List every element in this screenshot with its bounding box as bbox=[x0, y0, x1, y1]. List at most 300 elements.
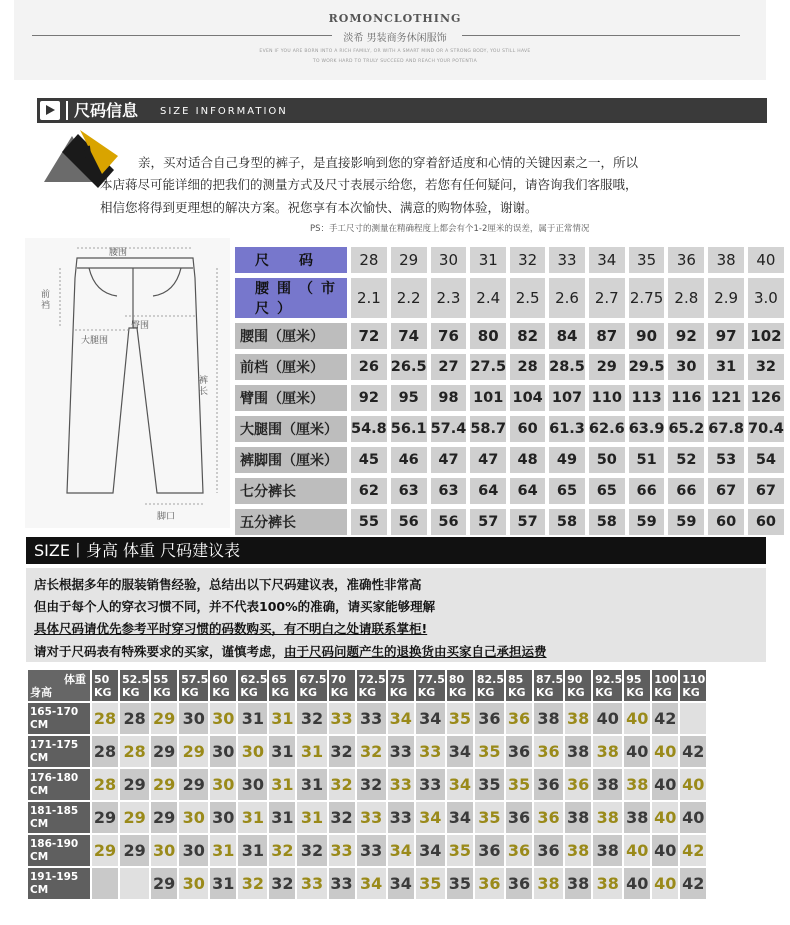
size-col: 33 bbox=[549, 247, 585, 273]
size-advice-title: SIZE丨身高 体重 尺码建议表 bbox=[34, 541, 241, 560]
size-row bbox=[235, 509, 784, 535]
size-col: 28 bbox=[351, 247, 387, 273]
size-suggestion-cell: 33 bbox=[388, 736, 414, 767]
size-suggestion-cell: 34 bbox=[416, 703, 445, 734]
size-cell: 2.2 bbox=[391, 278, 427, 318]
size-suggestion-cell: 34 bbox=[388, 703, 414, 734]
size-cell: 26 bbox=[351, 354, 387, 380]
size-suggestion-cell: 40 bbox=[593, 703, 622, 734]
diagram-label-length: 裤长 bbox=[199, 376, 209, 397]
size-cell: 31 bbox=[708, 354, 744, 380]
size-cell: 95 bbox=[391, 385, 427, 411]
diagram-label-hem: 脚口 bbox=[157, 512, 176, 522]
size-suggestion-cell: 36 bbox=[534, 769, 563, 800]
size-cell: 52 bbox=[668, 447, 704, 473]
size-cell: 110 bbox=[589, 385, 625, 411]
size-cell: 28 bbox=[510, 354, 545, 380]
size-suggestion-cell: 31 bbox=[238, 703, 267, 734]
size-suggestion-cell: 34 bbox=[416, 802, 445, 833]
size-suggestion-cell: 40 bbox=[652, 736, 678, 767]
size-cell: 58 bbox=[549, 509, 585, 535]
size-cell: 101 bbox=[470, 385, 506, 411]
corner-height-label: 身高 bbox=[30, 685, 52, 699]
size-suggestion-cell: 32 bbox=[329, 802, 355, 833]
size-col: 38 bbox=[708, 247, 744, 273]
size-suggestion-cell: 40 bbox=[680, 769, 706, 800]
size-suggestion-cell: 32 bbox=[269, 868, 295, 899]
size-suggestion-cell: 28 bbox=[92, 736, 118, 767]
size-cell: 63.9 bbox=[629, 416, 665, 442]
weight-header-row bbox=[28, 670, 706, 701]
size-suggestion-cell: 28 bbox=[92, 703, 118, 734]
size-row bbox=[235, 447, 784, 473]
size-suggestion-cell: 36 bbox=[506, 802, 532, 833]
size-cell: 47 bbox=[431, 447, 467, 473]
size-suggestion-cell: 29 bbox=[151, 736, 177, 767]
size-suggestion-cell: 36 bbox=[534, 736, 563, 767]
size-suggestion-cell bbox=[92, 868, 118, 899]
size-col: 35 bbox=[629, 247, 665, 273]
size-suggestion-cell: 40 bbox=[652, 868, 678, 899]
size-cell: 2.4 bbox=[470, 278, 506, 318]
size-row bbox=[235, 385, 784, 411]
size-suggestion-cell: 33 bbox=[329, 835, 355, 866]
size-cell: 104 bbox=[510, 385, 545, 411]
size-cell: 29 bbox=[589, 354, 625, 380]
size-cell: 92 bbox=[351, 385, 387, 411]
size-suggestion-cell: 36 bbox=[475, 868, 504, 899]
size-cell: 116 bbox=[668, 385, 704, 411]
size-col: 32 bbox=[510, 247, 545, 273]
size-row-label: 腰围（厘米） bbox=[235, 323, 347, 349]
note-line-4 bbox=[34, 642, 547, 660]
size-cell: 64 bbox=[510, 478, 545, 504]
size-suggestion-cell: 36 bbox=[565, 769, 591, 800]
size-suggestion-cell: 35 bbox=[447, 703, 473, 734]
size-cell: 49 bbox=[549, 447, 585, 473]
size-cell: 32 bbox=[748, 354, 784, 380]
size-suggestion-cell: 29 bbox=[151, 703, 177, 734]
weight-col: 57.5 KG bbox=[179, 670, 208, 701]
size-suggestion-cell: 36 bbox=[475, 835, 504, 866]
size-suggestion-cell: 30 bbox=[210, 769, 236, 800]
height-label: 186-190 CM bbox=[28, 835, 90, 866]
size-cell: 54 bbox=[748, 447, 784, 473]
weight-col: 110 KG bbox=[680, 670, 706, 701]
height-label: 176-180 CM bbox=[28, 769, 90, 800]
size-cell: 80 bbox=[470, 323, 506, 349]
weight-col: 80 KG bbox=[447, 670, 473, 701]
slogan-line-1: EVEN IF YOU ARE BORN INTO A RICH FAMILY, OR WITH A SMART MIND OR A STRONG BODY, YOU STILL HAVE bbox=[259, 49, 531, 54]
brand-name: ROMONCLOTHING bbox=[328, 12, 462, 25]
size-suggestion-cell: 31 bbox=[269, 703, 295, 734]
weight-col: 92.5 KG bbox=[593, 670, 622, 701]
size-cell: 126 bbox=[748, 385, 784, 411]
size-cell: 26.5 bbox=[391, 354, 427, 380]
size-suggestion-cell: 29 bbox=[179, 769, 208, 800]
size-cell: 98 bbox=[431, 385, 467, 411]
size-suggestion-cell: 36 bbox=[506, 868, 532, 899]
size-suggestion-cell: 38 bbox=[593, 769, 622, 800]
size-cell: 50 bbox=[589, 447, 625, 473]
size-cell: 70.4 bbox=[748, 416, 784, 442]
size-suggestion-cell: 31 bbox=[297, 769, 326, 800]
height-row bbox=[28, 769, 706, 800]
size-suggestion-cell: 38 bbox=[565, 835, 591, 866]
weight-col: 72.5 KG bbox=[357, 670, 386, 701]
size-cell: 2.3 bbox=[431, 278, 467, 318]
size-suggestion-cell: 29 bbox=[151, 802, 177, 833]
size-cell: 74 bbox=[391, 323, 427, 349]
size-suggestion-cell: 33 bbox=[329, 868, 355, 899]
measurement-note: PS：手工尺寸的测量在精确程度上都会有个1-2厘米的误差，属于正常情况 bbox=[310, 224, 590, 234]
weight-col: 70 KG bbox=[329, 670, 355, 701]
size-cell: 102 bbox=[748, 323, 784, 349]
height-label: 181-185 CM bbox=[28, 802, 90, 833]
size-suggestion-cell: 40 bbox=[624, 703, 650, 734]
size-suggestion-cell: 32 bbox=[238, 868, 267, 899]
size-suggestion-cell: 30 bbox=[179, 703, 208, 734]
size-cell: 60 bbox=[748, 509, 784, 535]
size-suggestion-cell: 30 bbox=[238, 769, 267, 800]
size-suggestion-cell: 33 bbox=[329, 703, 355, 734]
size-suggestion-cell: 35 bbox=[506, 769, 532, 800]
size-suggestion-cell: 29 bbox=[151, 868, 177, 899]
size-cell: 58 bbox=[589, 509, 625, 535]
corner-weight-label: 体重 bbox=[64, 672, 86, 686]
size-suggestion-cell: 38 bbox=[534, 868, 563, 899]
size-suggestion-cell: 33 bbox=[357, 835, 386, 866]
size-row bbox=[235, 354, 784, 380]
size-cell: 51 bbox=[629, 447, 665, 473]
size-suggestion-cell: 35 bbox=[475, 802, 504, 833]
size-suggestion-cell: 40 bbox=[652, 802, 678, 833]
size-cell: 66 bbox=[629, 478, 665, 504]
size-suggestion-cell: 32 bbox=[329, 769, 355, 800]
intro-line-1: 亲，买对适合自己身型的裤子，是直接影响到您的穿着舒适度和心情的关键因素之一，所以 bbox=[138, 155, 639, 170]
size-suggestion-cell: 30 bbox=[179, 835, 208, 866]
size-col: 29 bbox=[391, 247, 427, 273]
section-title-en: SIZE INFORMATION bbox=[160, 106, 288, 117]
size-cell: 92 bbox=[668, 323, 704, 349]
size-row-label: 腰围（市尺） bbox=[235, 278, 347, 318]
size-cell: 56 bbox=[431, 509, 467, 535]
size-col: 40 bbox=[748, 247, 784, 273]
size-suggestion-cell: 31 bbox=[210, 868, 236, 899]
weight-col: 85 KG bbox=[506, 670, 532, 701]
size-suggestion-cell: 38 bbox=[624, 769, 650, 800]
size-suggestion-cell: 34 bbox=[388, 868, 414, 899]
weight-col: 62.5 KG bbox=[238, 670, 267, 701]
size-suggestion-cell: 32 bbox=[329, 736, 355, 767]
diagram-label-rise: 前裆 bbox=[41, 290, 51, 311]
size-suggestion-cell: 38 bbox=[593, 835, 622, 866]
size-suggestion-cell: 36 bbox=[506, 736, 532, 767]
size-row-label: 七分裤长 bbox=[235, 478, 347, 504]
size-suggestion-cell: 42 bbox=[680, 835, 706, 866]
size-cell: 58.7 bbox=[470, 416, 506, 442]
weight-col: 65 KG bbox=[269, 670, 295, 701]
size-suggestion-cell: 35 bbox=[447, 835, 473, 866]
size-suggestion-cell: 34 bbox=[416, 835, 445, 866]
size-suggestion-cell: 30 bbox=[179, 868, 208, 899]
size-suggestion-cell: 40 bbox=[680, 802, 706, 833]
size-suggestion-cell: 28 bbox=[92, 769, 118, 800]
size-suggestion-cell: 33 bbox=[416, 736, 445, 767]
weight-col: 52.5 KG bbox=[120, 670, 149, 701]
size-suggestion-cell: 30 bbox=[210, 736, 236, 767]
weight-col: 67.5 KG bbox=[297, 670, 326, 701]
size-row bbox=[235, 323, 784, 349]
size-suggestion-cell: 29 bbox=[120, 802, 149, 833]
table-corner bbox=[28, 670, 90, 701]
size-suggestion-cell: 32 bbox=[297, 835, 326, 866]
size-suggestion-cell: 40 bbox=[652, 835, 678, 866]
size-cell: 56.1 bbox=[391, 416, 427, 442]
size-suggestion-cell: 38 bbox=[593, 736, 622, 767]
size-suggestion-cell: 28 bbox=[120, 703, 149, 734]
size-row-label: 五分裤长 bbox=[235, 509, 347, 535]
size-suggestion-cell: 35 bbox=[447, 868, 473, 899]
size-cell: 97 bbox=[708, 323, 744, 349]
weight-col: 75 KG bbox=[388, 670, 414, 701]
size-suggestion-cell: 34 bbox=[447, 802, 473, 833]
weight-col: 95 KG bbox=[624, 670, 650, 701]
size-row bbox=[235, 278, 784, 318]
size-cell: 107 bbox=[549, 385, 585, 411]
size-suggestion-cell: 31 bbox=[238, 802, 267, 833]
bar-divider bbox=[66, 101, 68, 120]
size-cell: 27 bbox=[431, 354, 467, 380]
height-row bbox=[28, 802, 706, 833]
size-cell: 2.5 bbox=[510, 278, 545, 318]
size-row-label: 裤脚围（厘米） bbox=[235, 447, 347, 473]
size-suggestion-cell: 36 bbox=[506, 703, 532, 734]
size-suggestion-cell: 42 bbox=[680, 736, 706, 767]
size-suggestion-cell: 33 bbox=[416, 769, 445, 800]
size-cell: 59 bbox=[629, 509, 665, 535]
size-cell: 67 bbox=[708, 478, 744, 504]
size-cell: 2.7 bbox=[589, 278, 625, 318]
size-cell: 63 bbox=[391, 478, 427, 504]
size-suggestion-cell: 34 bbox=[447, 736, 473, 767]
size-col: 30 bbox=[431, 247, 467, 273]
size-cell: 2.9 bbox=[708, 278, 744, 318]
intro-line-3: 相信您将得到更理想的解决方案。祝您享有本次愉快、满意的购物体验，谢谢。 bbox=[100, 200, 538, 215]
size-cell: 30 bbox=[668, 354, 704, 380]
size-row-label: 大腿围（厘米） bbox=[235, 416, 347, 442]
size-cell: 62.6 bbox=[589, 416, 625, 442]
size-suggestion-cell: 30 bbox=[210, 703, 236, 734]
size-suggestion-cell: 31 bbox=[297, 802, 326, 833]
size-suggestion-cell: 38 bbox=[565, 802, 591, 833]
size-cell: 113 bbox=[629, 385, 665, 411]
weight-col: 87.5 KG bbox=[534, 670, 563, 701]
height-row bbox=[28, 703, 706, 734]
size-cell: 56 bbox=[391, 509, 427, 535]
size-header-row bbox=[235, 247, 784, 273]
size-cell: 2.1 bbox=[351, 278, 387, 318]
size-suggestion-cell: 32 bbox=[297, 703, 326, 734]
size-suggestion-cell: 35 bbox=[475, 736, 504, 767]
size-suggestion-cell: 29 bbox=[151, 769, 177, 800]
size-suggestion-cell: 36 bbox=[475, 703, 504, 734]
size-suggestion-cell: 32 bbox=[357, 769, 386, 800]
note-line-1: 店长根据多年的服装销售经验，总结出以下尺码建议表，准确性非常高 bbox=[34, 577, 422, 592]
note-line-3: 具体尺码请优先参考平时穿习惯的码数购买，有不明白之处请联系掌柜! bbox=[34, 621, 428, 636]
note-line-4b: 由于尺码问题产生的退换货由买家自己承担运费 bbox=[284, 644, 547, 659]
size-suggestion-cell: 31 bbox=[297, 736, 326, 767]
size-suggestion-cell: 31 bbox=[269, 802, 295, 833]
size-cell: 121 bbox=[708, 385, 744, 411]
height-label: 191-195 CM bbox=[28, 868, 90, 899]
size-suggestion-cell: 29 bbox=[120, 769, 149, 800]
size-suggestion-cell: 38 bbox=[593, 802, 622, 833]
height-row bbox=[28, 736, 706, 767]
size-suggestion-cell: 42 bbox=[652, 703, 678, 734]
size-suggestion-cell: 31 bbox=[238, 835, 267, 866]
brand-subtitle: 淡希 男装商务休闲服饰 bbox=[343, 33, 447, 44]
size-suggestion-cell: 42 bbox=[680, 868, 706, 899]
size-table bbox=[231, 242, 788, 540]
size-suggestion-cell: 38 bbox=[565, 703, 591, 734]
play-icon bbox=[40, 101, 60, 120]
size-cell: 82 bbox=[510, 323, 545, 349]
size-suggestion-cell: 32 bbox=[357, 736, 386, 767]
size-cell: 48 bbox=[510, 447, 545, 473]
size-cell: 57 bbox=[470, 509, 506, 535]
size-suggestion-cell: 31 bbox=[269, 736, 295, 767]
size-cell: 2.8 bbox=[668, 278, 704, 318]
size-suggestion-cell: 29 bbox=[179, 736, 208, 767]
weight-height-table bbox=[26, 668, 708, 901]
diagram-label-waist: 腰围 bbox=[109, 248, 128, 258]
size-suggestion-cell: 34 bbox=[388, 835, 414, 866]
size-suggestion-cell: 40 bbox=[624, 868, 650, 899]
size-cell: 3.0 bbox=[748, 278, 784, 318]
weight-col: 55 KG bbox=[151, 670, 177, 701]
weight-col: 90 KG bbox=[565, 670, 591, 701]
size-suggestion-cell: 30 bbox=[151, 835, 177, 866]
size-suggestion-cell: 28 bbox=[120, 736, 149, 767]
size-suggestion-cell: 40 bbox=[624, 736, 650, 767]
weight-col: 77.5 KG bbox=[416, 670, 445, 701]
size-suggestion-cell: 29 bbox=[92, 835, 118, 866]
size-suggestion-cell: 34 bbox=[357, 868, 386, 899]
size-suggestion-cell: 29 bbox=[120, 835, 149, 866]
size-cell: 46 bbox=[391, 447, 427, 473]
size-suggestion-cell: 33 bbox=[388, 802, 414, 833]
size-suggestion-cell bbox=[680, 703, 706, 734]
size-suggestion-cell: 30 bbox=[238, 736, 267, 767]
weight-col: 82.5 KG bbox=[475, 670, 504, 701]
size-cell: 62 bbox=[351, 478, 387, 504]
size-col: 31 bbox=[470, 247, 506, 273]
size-cell: 55 bbox=[351, 509, 387, 535]
size-suggestion-cell: 33 bbox=[388, 769, 414, 800]
size-row-label: 臂围（厘米） bbox=[235, 385, 347, 411]
size-suggestion-cell: 29 bbox=[92, 802, 118, 833]
note-line-2: 但由于每个人的穿衣习惯不同，并不代表100%的准确，请买家能够理解 bbox=[34, 599, 436, 614]
intro-line-2: 本店蒋尽可能详细的把我们的测量方式及尺寸表展示给您，若您有任何疑问，请咨询我们客服哦， bbox=[100, 177, 638, 192]
size-cell: 47 bbox=[470, 447, 506, 473]
size-suggestion-cell: 32 bbox=[269, 835, 295, 866]
size-suggestion-cell: 38 bbox=[565, 868, 591, 899]
size-cell: 64 bbox=[470, 478, 506, 504]
size-col: 34 bbox=[589, 247, 625, 273]
size-suggestion-cell: 33 bbox=[357, 703, 386, 734]
size-cell: 53 bbox=[708, 447, 744, 473]
size-suggestion-cell: 38 bbox=[593, 868, 622, 899]
weight-col: 50 KG bbox=[92, 670, 118, 701]
size-row-label: 前档（厘米） bbox=[235, 354, 347, 380]
size-suggestion-cell: 33 bbox=[357, 802, 386, 833]
size-cell: 59 bbox=[668, 509, 704, 535]
size-suggestion-cell: 30 bbox=[210, 802, 236, 833]
size-cell: 65 bbox=[549, 478, 585, 504]
weight-col: 100 KG bbox=[652, 670, 678, 701]
size-suggestion-cell: 33 bbox=[297, 868, 326, 899]
size-cell: 27.5 bbox=[470, 354, 506, 380]
size-cell: 66 bbox=[668, 478, 704, 504]
size-suggestion-cell: 35 bbox=[475, 769, 504, 800]
size-cell: 90 bbox=[629, 323, 665, 349]
height-row bbox=[28, 835, 706, 866]
size-cell: 29.5 bbox=[629, 354, 665, 380]
size-cell: 57.4 bbox=[431, 416, 467, 442]
size-cell: 61.3 bbox=[549, 416, 585, 442]
size-row bbox=[235, 478, 784, 504]
size-cell: 60 bbox=[708, 509, 744, 535]
size-suggestion-cell: 36 bbox=[506, 835, 532, 866]
size-cell: 72 bbox=[351, 323, 387, 349]
diagram-label-hip: 臀围 bbox=[131, 321, 150, 331]
size-row bbox=[235, 416, 784, 442]
size-cell: 28.5 bbox=[549, 354, 585, 380]
size-header-label: 尺 码 bbox=[235, 247, 347, 273]
size-cell: 67.8 bbox=[708, 416, 744, 442]
size-suggestion-cell: 38 bbox=[534, 703, 563, 734]
size-suggestion-cell: 40 bbox=[652, 769, 678, 800]
weight-col: 60 KG bbox=[210, 670, 236, 701]
height-row bbox=[28, 868, 706, 899]
size-suggestion-cell: 36 bbox=[534, 835, 563, 866]
size-cell: 84 bbox=[549, 323, 585, 349]
size-suggestion-cell bbox=[120, 868, 149, 899]
size-cell: 2.75 bbox=[629, 278, 665, 318]
size-cell: 65.2 bbox=[668, 416, 704, 442]
size-suggestion-cell: 35 bbox=[416, 868, 445, 899]
size-suggestion-cell: 38 bbox=[624, 802, 650, 833]
size-cell: 54.8 bbox=[351, 416, 387, 442]
size-cell: 45 bbox=[351, 447, 387, 473]
height-label: 165-170 CM bbox=[28, 703, 90, 734]
height-label: 171-175 CM bbox=[28, 736, 90, 767]
size-suggestion-cell: 31 bbox=[269, 769, 295, 800]
size-suggestion-cell: 34 bbox=[447, 769, 473, 800]
size-col: 36 bbox=[668, 247, 704, 273]
trousers-diagram bbox=[25, 238, 230, 528]
size-cell: 76 bbox=[431, 323, 467, 349]
size-suggestion-cell: 40 bbox=[624, 835, 650, 866]
size-cell: 67 bbox=[748, 478, 784, 504]
size-cell: 65 bbox=[589, 478, 625, 504]
section-title: 尺码信息 bbox=[74, 101, 139, 120]
size-cell: 63 bbox=[431, 478, 467, 504]
slogan-line-2: TO WORK HARD TO TRULY SUCCEED AND REACH YOUR POTENTIA bbox=[312, 59, 478, 64]
size-suggestion-cell: 38 bbox=[565, 736, 591, 767]
note-line-4a: 请对于尺码表有特殊要求的买家，谨慎考虑， bbox=[34, 644, 285, 659]
